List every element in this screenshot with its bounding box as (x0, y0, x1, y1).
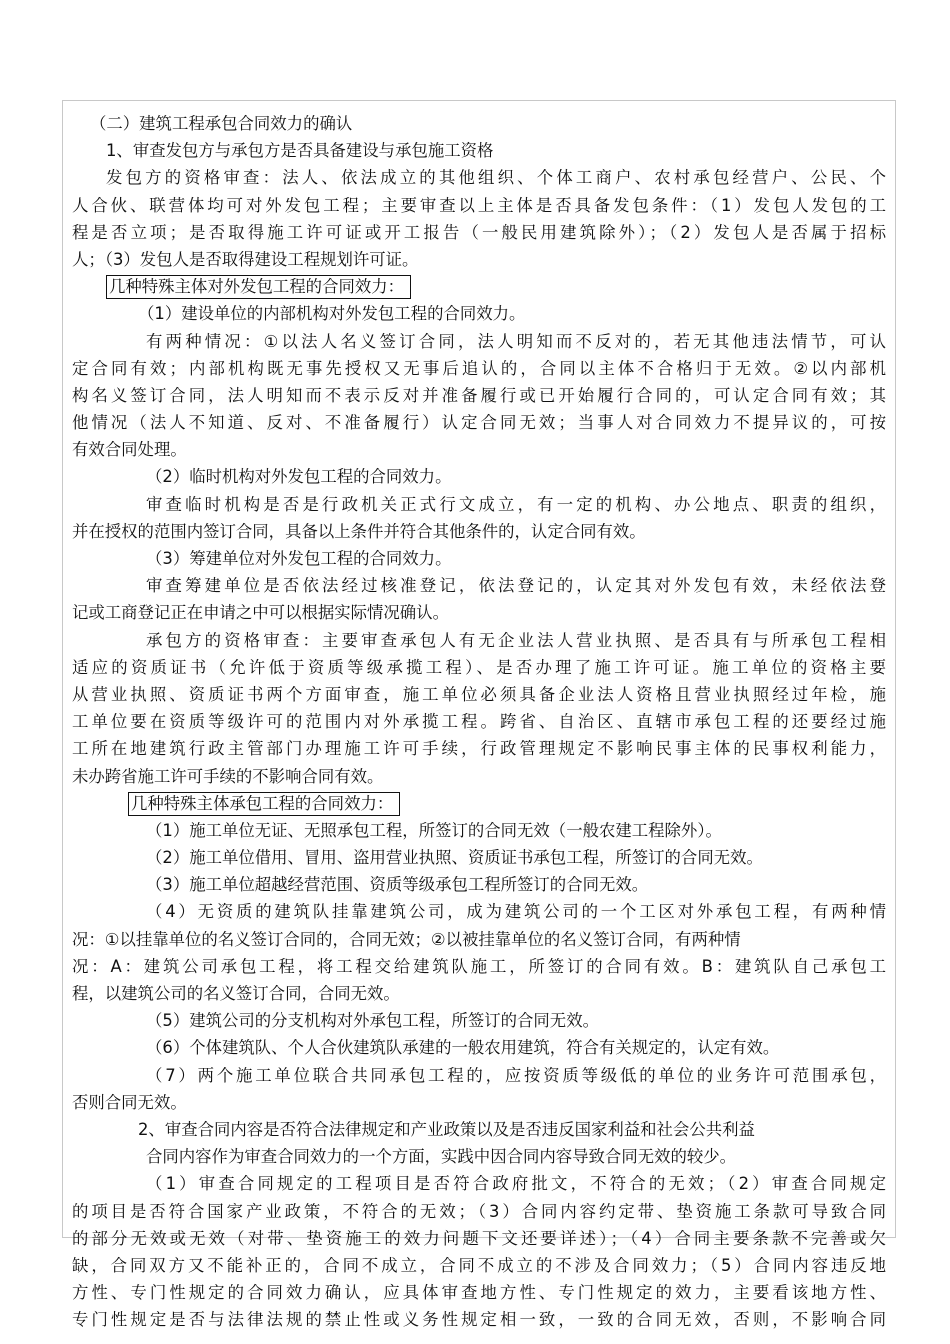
text-line (72, 735, 886, 762)
line-text: 程是否立项；是否取得施工许可证或开工报告（一般民用建筑除外）；（2）发包人是否属于招标 (72, 222, 886, 242)
line-text: 从营业执照、资质证书两个方面审查，施工单位必须具备企业法人资格且营业执照经过年检，施 (72, 684, 886, 704)
text-line (72, 763, 886, 790)
line-text: 专门性规定是否与法律法规的禁止性或义务性规定相一致，一致的合同无效，否则，不影响合同 (72, 1310, 886, 1330)
line-text: 方性、专门性规定的合同效力确认，应具体审查地方性、专门性规定的效力，主要看该地方性、 (72, 1283, 886, 1303)
text-line (72, 164, 886, 191)
line-text: 有效合同处理。 (72, 440, 187, 460)
document-body (72, 110, 886, 1333)
line-text: 审查临时机构是否是行政机关正式行文成立，有一定的机构、办公地点、职责的组织， (146, 494, 886, 514)
line-text: 2、审查合同内容是否符合法律规定和产业政策以及是否违反国家利益和社会公共利益 (138, 1119, 755, 1139)
line-text: 的项目是否符合国家产业政策，不符合的无效；（3）合同内容约定带、垫资施工条款可导致合同 (72, 1201, 886, 1221)
line-text: 审查筹建单位是否依法经过核准登记，依法登记的，认定其对外发包有效，未经依法登 (146, 576, 886, 596)
text-line (72, 681, 886, 708)
text-line (72, 627, 886, 654)
line-text: （7）两个施工单位联合共同承包工程的，应按资质等级低的单位的业务许可范围承包， (146, 1065, 886, 1085)
text-line (72, 980, 886, 1007)
line-text: 记或工商登记正在申请之中可以根据实际情况确认。 (72, 603, 449, 623)
line-text: 否则合同无效。 (72, 1092, 187, 1112)
line-text: 适应的资质证书（允许低于资质等级承揽工程）、是否办理了施工许可证。施工单位的资格主要 (72, 657, 886, 677)
boxed-heading: 几种特殊主体承包工程的合同效力： (128, 792, 400, 816)
line-text: 构名义签订合同，法人明知而不表示反对并准备履行或已开始履行合同的，可认定合同有效；其 (72, 385, 886, 405)
text-line (72, 817, 886, 844)
line-text: 1、审查发包方与承包方是否具备建设与承包施工资格 (106, 141, 494, 161)
line-text: （4）无资质的建筑队挂靠建筑公司，成为建筑公司的一个工区对外承包工程，有两种情 (146, 902, 886, 922)
line-text: （5）建筑公司的分支机构对外承包工程，所签订的合同无效。 (146, 1011, 599, 1031)
line-text: 他情况（法人不知道、反对、不准备履行）认定合同无效；当事人对合同效力不提异议的，可按 (72, 413, 886, 433)
line-text: 工所在地建筑行政主管部门办理施工许可手续，行政管理规定不影响民事主体的民事权利能力， (72, 739, 886, 759)
text-line (72, 871, 886, 898)
text-line (72, 1062, 886, 1089)
text-line (72, 1198, 886, 1225)
line-text: 定合同有效；内部机构既无事先授权又无事后追认的，合同以主体不合格归于无效。②以内部机 (72, 358, 886, 378)
text-line (72, 463, 886, 490)
text-line (72, 192, 886, 219)
line-text: 承包方的资格审查：主要审查承包人有无企业法人营业执照、是否具有与所承包工程相 (146, 630, 886, 650)
text-line (72, 1306, 886, 1333)
text-line (72, 355, 886, 382)
line-text: （1）建设单位的内部机构对外发包工程的合同效力。 (138, 304, 526, 324)
line-text: 工单位要在资质等级许可的范围内对外承揽工程。跨省、自治区、直辖市承包工程的还要经过施 (72, 712, 886, 732)
text-line (72, 572, 886, 599)
text-line (72, 382, 886, 409)
boxed-heading: 几种特殊主体对外发包工程的合同效力： (106, 275, 411, 299)
line-text: （3）筹建单位对外发包工程的合同效力。 (146, 549, 452, 568)
line-text: 发包方的资格审查：法人、依法成立的其他组织、个体工商户、农村承包经营户、公民、个 (106, 168, 886, 188)
text-line (72, 1116, 886, 1143)
text-line (72, 1279, 886, 1306)
line-text: （3）施工单位超越经营范围、资质等级承包工程所签订的合同无效。 (146, 875, 649, 895)
text-line (72, 1089, 886, 1116)
text-line (72, 599, 886, 626)
line-text: 人合伙、联营体均可对外发包工程；主要审查以上主体是否具备发包条件：（1）发包人发包的工 (72, 195, 886, 215)
text-line (72, 1143, 886, 1170)
line-text: 况：①以挂靠单位的名义签订合同的，合同无效；②以被挂靠单位的名义签订合同，有两种情 (72, 929, 741, 949)
line-text: 人；（3）发包人是否取得建设工程规划许可证。 (72, 249, 419, 269)
text-line (72, 246, 886, 273)
text-line (72, 300, 886, 327)
text-line (72, 110, 886, 137)
line-text: 的部分无效或无效（对带、垫资施工的效力问题下文还要详述）；（4）合同主要条款不完善或欠 (72, 1228, 886, 1248)
text-line (72, 898, 886, 925)
text-line (72, 844, 886, 871)
text-line (72, 654, 886, 681)
text-line (72, 545, 886, 572)
line-text: （6）个体建筑队、个人合伙建筑队承建的一般农用建筑，符合有关规定的，认定有效。 (146, 1038, 780, 1058)
line-text: （二）建筑工程承包合同效力的确认 (90, 114, 353, 133)
text-line (72, 219, 886, 246)
line-text: （2）临时机构对外发包工程的合同效力。 (146, 467, 452, 487)
line-text: （1）施工单位无证、无照承包工程，所签订的合同无效（一般农建工程除外）。 (146, 820, 722, 840)
line-text: 合同内容作为审查合同效力的一个方面，实践中因合同内容导致合同无效的较少。 (146, 1147, 737, 1167)
text-line (72, 1034, 886, 1061)
line-text: 况：A：建筑公司承包工程，将工程交给建筑队施工，所签订的合同有效。B：建筑队自己承包工 (72, 956, 886, 976)
text-line (72, 790, 886, 817)
line-text: 有两种情况：①以法人名义签订合同，法人明知而不反对的，若无其他违法情节，可认 (146, 331, 886, 351)
text-line (72, 409, 886, 436)
text-line (72, 518, 886, 545)
line-text: （2）施工单位借用、冒用、盗用营业执照、资质证书承包工程，所签订的合同无效。 (146, 848, 763, 868)
text-line (72, 273, 886, 300)
text-line (72, 436, 886, 463)
text-line (72, 1007, 886, 1034)
text-line (72, 1252, 886, 1279)
line-text: 缺，合同双方又不能补正的，合同不成立，合同不成立的不涉及合同效力；（5）合同内容违反地 (72, 1255, 886, 1275)
text-line (72, 1170, 886, 1197)
text-line (72, 137, 886, 164)
text-line (72, 1225, 886, 1252)
text-line (72, 953, 886, 980)
line-text: 未办跨省施工许可手续的不影响合同有效。 (72, 766, 384, 786)
text-line (72, 491, 886, 518)
text-line (72, 328, 886, 355)
line-text: 并在授权的范围内签订合同，具备以上条件并符合其他条件的，认定合同有效。 (72, 521, 646, 541)
line-text: （1）审查合同规定的工程项目是否符合政府批文，不符合的无效；（2）审查合同规定 (146, 1174, 886, 1194)
text-line (72, 708, 886, 735)
line-text: 程，以建筑公司的名义签订合同，合同无效。 (72, 984, 400, 1003)
text-line (72, 926, 886, 953)
